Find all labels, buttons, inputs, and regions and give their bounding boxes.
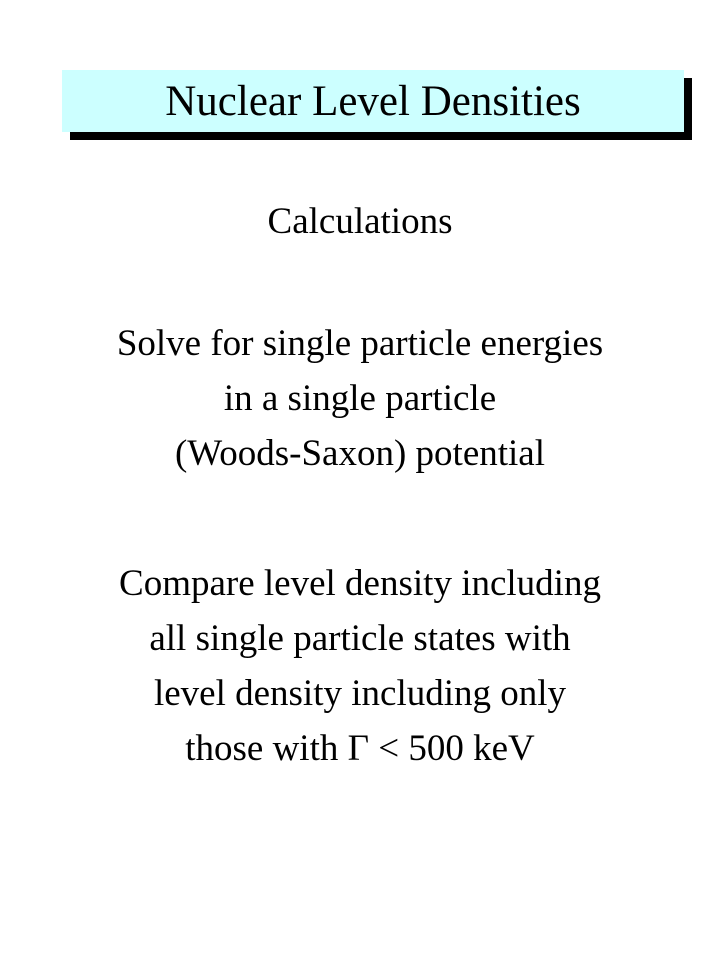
paragraph-line: in a single particle [223, 378, 497, 419]
paragraph-line: Solve for single particle energies [116, 323, 604, 364]
paragraph-compare [0, 556, 720, 776]
title-banner [62, 70, 692, 140]
paragraph-solve [0, 316, 720, 481]
section-heading-block [0, 194, 720, 249]
paragraph-line: those with Γ < 500 keV [185, 728, 535, 769]
paragraph-line: (Woods-Saxon) potential [174, 433, 546, 474]
paragraph-line: level density including only [153, 673, 567, 714]
title-box [62, 70, 684, 132]
paragraph-line: Compare level density including [119, 563, 601, 604]
section-heading: Calculations [267, 201, 453, 242]
slide-title: Nuclear Level Densities [165, 77, 581, 125]
paragraph-line: all single particle states with [149, 618, 571, 659]
